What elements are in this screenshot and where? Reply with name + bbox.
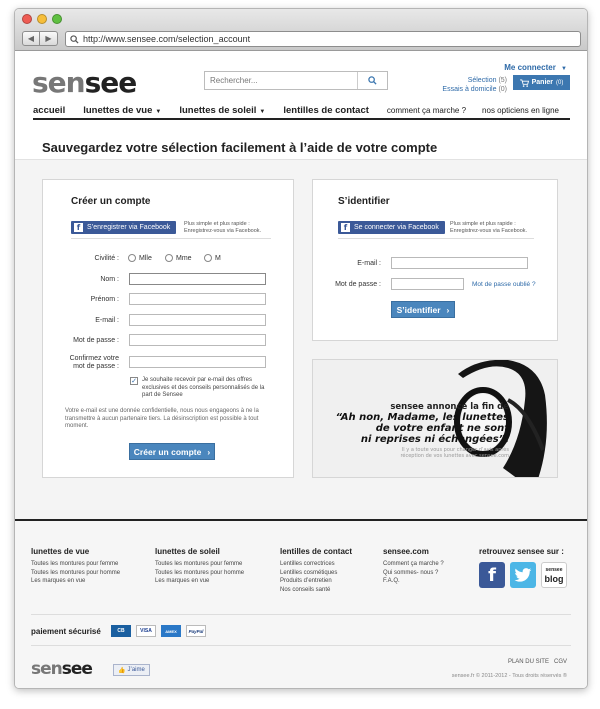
cart-count: (0)	[556, 79, 564, 86]
email-field[interactable]	[129, 314, 266, 326]
menu-item-comment[interactable]: comment ça marche ?	[386, 106, 467, 115]
facebook-icon: f	[341, 223, 350, 232]
selection-info	[435, 76, 507, 94]
radio-label: Mme	[176, 254, 192, 262]
privacy-text: Votre e-mail est une donnée confidentielle, nous nous engageons à ne la transmettre à aucun partenaire tiers. La désinscription est possible à tout moment.	[65, 408, 259, 429]
footer-col-lentilles	[280, 547, 352, 594]
radio-mme[interactable]	[165, 254, 192, 262]
password-field[interactable]	[129, 334, 266, 346]
payment-cards	[111, 625, 206, 637]
back-button[interactable]: ◀	[22, 31, 40, 46]
minimize-window-button[interactable]	[37, 14, 47, 24]
password-label: Mot de passe :	[73, 337, 119, 344]
logo-part-1: sen	[32, 66, 85, 99]
zoom-window-button[interactable]	[52, 14, 62, 24]
divider	[338, 238, 534, 239]
prenom-field[interactable]	[129, 293, 266, 305]
twitter-icon[interactable]	[510, 562, 536, 588]
search-icon	[70, 35, 79, 44]
footer-link[interactable]: Comment ça marche ?	[383, 561, 444, 567]
footer-col-title: lentilles de contact	[280, 547, 353, 556]
social-links	[479, 562, 567, 588]
menu-item-lunettes-de-vue[interactable]	[83, 105, 161, 116]
social-title: retrouvez sensee sur :	[479, 547, 564, 556]
facebook-register-button[interactable]	[71, 221, 176, 234]
radio-label: Mlle	[139, 254, 152, 262]
divider	[71, 238, 271, 239]
menu-item-accueil[interactable]: accueil	[33, 105, 66, 116]
footer-col-social	[479, 547, 564, 560]
radio-label: M	[215, 254, 221, 262]
main-menu	[33, 103, 570, 120]
confirm-label-line2: mot de passe :	[73, 363, 119, 370]
twitter-bird-glyph	[514, 568, 532, 583]
footer-link[interactable]: Lentilles correctrices	[280, 561, 335, 567]
cart-button[interactable]	[513, 75, 570, 90]
footer-col-sensee	[383, 547, 444, 586]
paypal-card-icon: PayPal	[186, 625, 206, 637]
menu-item-lentilles[interactable]: lentilles de contact	[283, 105, 369, 116]
radio-circle	[204, 254, 212, 262]
logo-part-2: see	[61, 659, 92, 679]
login-email-field[interactable]	[391, 257, 528, 269]
footer-col-lunettes-vue	[31, 547, 120, 586]
footer-sensee-logo[interactable]	[31, 659, 92, 679]
create-account-label: Créer un compte	[133, 446, 202, 457]
logo-part-1: sen	[31, 659, 62, 679]
login-panel	[312, 179, 558, 341]
page-title: Sauvegardez votre sélection facilement à l’aide de votre compte	[42, 140, 438, 155]
site-footer	[15, 519, 587, 688]
cb-card-icon: CB	[111, 625, 131, 637]
login-button[interactable]	[391, 301, 455, 318]
nom-field[interactable]	[129, 273, 266, 285]
close-window-button[interactable]	[22, 14, 32, 24]
cart-icon	[520, 79, 529, 87]
amex-card-icon: AMEX	[161, 625, 181, 637]
caret-down-icon: ▼	[155, 109, 162, 115]
footer-col-title: lunettes de soleil	[155, 547, 220, 556]
caret-down-icon: ▼	[259, 109, 266, 115]
search-input[interactable]: Rechercher...	[210, 76, 258, 85]
facebook-login-button[interactable]	[338, 221, 445, 234]
confirm-label-line1: Confirmez votre	[69, 355, 119, 362]
logo-part-2: see	[84, 66, 137, 99]
login-title: S’identifier	[338, 196, 390, 207]
login-button-label: S’identifier	[396, 304, 441, 315]
site-map-link[interactable]: PLAN DU SITE	[507, 659, 549, 665]
banner-line-4: ni reprises ni échangées”.	[360, 434, 509, 445]
like-label: J’aime	[127, 667, 145, 673]
create-account-button[interactable]	[129, 443, 215, 460]
footer-link[interactable]: Produits d’entretien	[280, 578, 332, 584]
selection-link[interactable]	[435, 76, 507, 85]
footer-link[interactable]: Nos conseils santé	[280, 586, 331, 593]
check-icon: ✓	[131, 378, 137, 385]
footer-divider	[31, 614, 571, 615]
forgot-password-link[interactable]: Mot de passe oublié ?	[472, 281, 536, 288]
essais-label: Essais à domicile	[442, 86, 497, 93]
address-bar[interactable]	[65, 31, 581, 47]
history-buttons	[22, 31, 58, 46]
essais-count: (0)	[498, 86, 507, 93]
footer-col-lunettes-soleil	[155, 547, 244, 586]
footer-link[interactable]: Toutes les montures pour femme	[155, 561, 243, 567]
footer-link[interactable]: Lentilles cosmétiques	[280, 569, 338, 576]
footer-divider	[31, 645, 571, 646]
site-search	[204, 71, 388, 90]
search-icon	[368, 76, 377, 85]
login-dropdown-label: Me connecter	[504, 63, 556, 72]
banner-fine-print: Il y a toute vous pour changer d’avis après réception de vos lunettes avec sensee.com	[400, 447, 509, 459]
web-page	[15, 52, 587, 688]
login-password-label: Mot de passe :	[335, 281, 381, 288]
footer-col-title: lunettes de vue	[31, 547, 90, 556]
footer-link[interactable]: Toutes les montures pour femme	[31, 561, 119, 567]
banner-line-1: sensee annonce la fin de	[390, 402, 509, 412]
footer-link[interactable]: Les marques en vue	[155, 578, 210, 584]
blog-icon-bottom: blog	[544, 574, 564, 584]
essais-link[interactable]	[435, 85, 507, 94]
selection-label: Sélection	[467, 77, 497, 84]
login-password-field[interactable]	[391, 278, 464, 290]
civilite-label: Civilité :	[94, 255, 119, 262]
radio-circle	[165, 254, 173, 262]
footer-link[interactable]: Toutes les montures pour homme	[31, 569, 121, 576]
blog-icon-top: sensee	[545, 567, 563, 573]
menu-item-label: lunettes de soleil	[179, 105, 257, 116]
search-button[interactable]	[357, 72, 387, 89]
facebook-icon[interactable]: f	[479, 562, 505, 588]
address-url: http://www.sensee.com/selection_account	[83, 34, 251, 44]
banner-text	[336, 402, 509, 459]
visa-card-icon: VISA	[136, 625, 156, 637]
window-controls	[22, 14, 62, 24]
radio-m[interactable]	[204, 254, 221, 262]
cgv-link[interactable]: CGV	[553, 659, 567, 665]
menu-item-opticiens[interactable]: nos opticiens en ligne	[482, 106, 559, 115]
cart-label: Panier	[531, 79, 554, 86]
facebook-icon: f	[74, 223, 83, 232]
chevron-down-icon: ▼	[561, 66, 567, 72]
banner-line-3: de votre enfant ne sont	[375, 423, 509, 434]
thumbs-up-icon: 👍	[118, 667, 126, 674]
selection-count: (5)	[498, 77, 507, 84]
chevron-right-icon: ›	[446, 304, 450, 315]
facebook-note: Plus simple et plus rapide : Enregistrez-vous via Facebook.	[450, 221, 528, 234]
nom-label: Nom :	[100, 276, 119, 283]
chevron-right-icon: ›	[207, 446, 211, 457]
login-dropdown[interactable]	[504, 63, 567, 72]
browser-window	[14, 8, 588, 689]
copyright: sensee.fr © 2011-2012 - Tous droits réservés ®	[451, 673, 567, 679]
forward-button[interactable]: ▶	[40, 31, 58, 46]
blog-icon[interactable]	[541, 562, 567, 588]
prenom-label: Prénom :	[90, 296, 119, 303]
footer-legal-links	[508, 659, 567, 665]
confirm-password-field[interactable]	[129, 356, 266, 368]
radio-circle	[128, 254, 136, 262]
facebook-login-label: Se connecter via Facebook	[354, 224, 439, 231]
browser-titlebar	[15, 9, 587, 51]
footer-link[interactable]: Les marques en vue	[31, 578, 86, 584]
facebook-like-button[interactable]	[113, 664, 150, 676]
login-email-label: E-mail :	[357, 260, 381, 267]
facebook-register-label: S’enregistrer via Facebook	[87, 224, 171, 231]
email-label: E-mail :	[95, 317, 119, 324]
menu-item-label: lunettes de vue	[83, 105, 153, 116]
optin-text: Je souhaite recevoir par e-mail des offres exclusives et des conseils personnalisés de la part de Sensee	[142, 377, 265, 398]
sensee-logo[interactable]	[32, 66, 136, 99]
create-account-panel	[42, 179, 294, 478]
footer-link[interactable]: Qui sommes- nous ?	[383, 569, 439, 576]
footer-link[interactable]: F.A.Q.	[383, 578, 400, 584]
confirm-label	[53, 355, 119, 371]
footer-col-title: sensee.com	[383, 547, 429, 556]
banner-line-2: “Ah non, Madame, les lunettes	[335, 412, 509, 423]
menu-item-lunettes-de-soleil[interactable]	[179, 105, 265, 116]
payment-label: paiement sécurisé	[31, 627, 101, 636]
promo-banner[interactable]	[312, 359, 558, 478]
optin-checkbox[interactable]	[130, 377, 138, 385]
radio-mlle[interactable]	[128, 254, 152, 262]
create-account-title: Créer un compte	[71, 196, 151, 207]
footer-link[interactable]: Toutes les montures pour homme	[155, 569, 245, 576]
facebook-note: Plus simple et plus rapide : Enregistrez-vous via Facebook.	[184, 221, 262, 234]
